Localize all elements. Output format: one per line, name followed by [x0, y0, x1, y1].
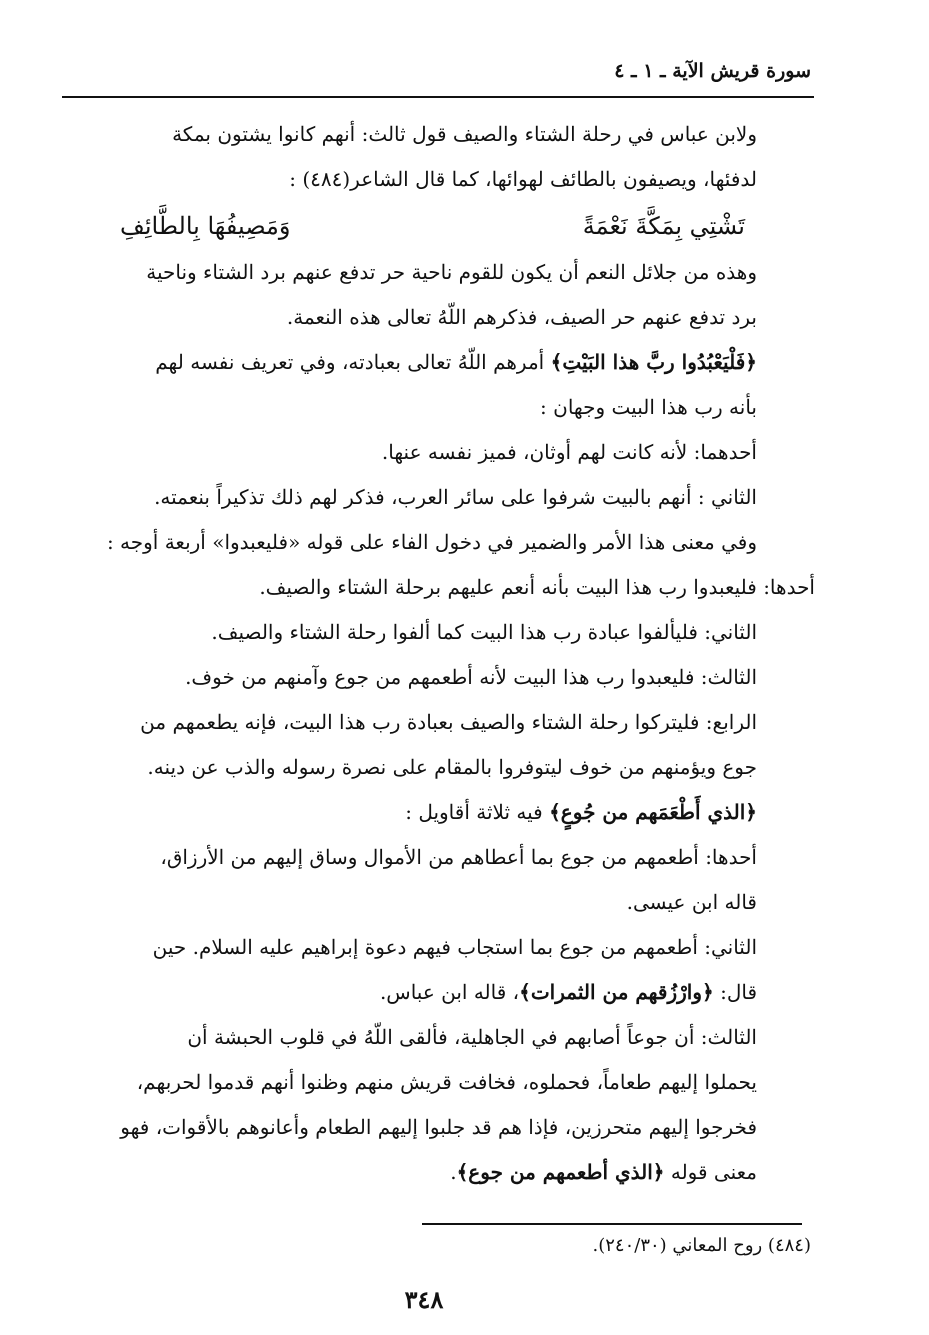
text-segment: قال: — [713, 980, 757, 1004]
paragraph-6 — [60, 520, 815, 565]
quran-quote: ﴿الذي أطعمهم من جوع﴾ — [456, 1160, 665, 1184]
paragraph-14 — [60, 1015, 815, 1195]
text-line: لدفئها، ويصيفون بالطائف لهوائها، كما قال الشاعر(٤٨٤) : — [289, 167, 757, 191]
text-line: أحدها: أطعمهم من جوع بما أعطاهم من الأموال وساق إليهم من الأرزاق، — [160, 845, 757, 869]
poetry-verse — [60, 202, 815, 250]
paragraph-12 — [60, 835, 815, 925]
paragraph-11 — [60, 790, 815, 835]
text-line — [60, 790, 757, 835]
paragraph-8 — [60, 610, 815, 655]
paragraph-5 — [60, 475, 815, 520]
verse-hemistich-1: تَشْتِي بِمَكَّةَ نَعْمَةً — [582, 212, 745, 240]
text-segment: . — [450, 1160, 457, 1184]
footnote-rule — [422, 1223, 802, 1225]
paragraph-13 — [60, 925, 815, 1015]
text-line: الثالث: أن جوعاً أصابهم في الجاهلية، فألقى اللّهُ في قلوب الحبشة أن — [187, 1025, 757, 1049]
header-rule — [62, 96, 814, 98]
text-line: أحدهما: لأنه كانت لهم أوثان، فميز نفسه عنها. — [381, 440, 757, 464]
text-segment: ، قاله ابن عباس. — [379, 980, 520, 1004]
text-segment: فيه ثلاثة أقاويل : — [405, 800, 550, 824]
text-line: الثاني : أنهم بالبيت شرفوا على سائر العرب، فذكر لهم ذلك تذكيراً بنعمته. — [154, 485, 757, 509]
text-line: الثالث: فليعبدوا رب هذا البيت لأنه أطعمهم من جوع وآمنهم من خوف. — [185, 665, 757, 689]
page-number: ٣٤٨ — [404, 1285, 444, 1314]
text-line: الثاني: فليألفوا عبادة رب هذا البيت كما ألفوا رحلة الشتاء والصيف. — [211, 620, 757, 644]
quran-quote: ﴿فَلْيَعْبُدُوا ربَّ هذا البَيْتِ﴾ — [550, 350, 757, 374]
text-line — [60, 1150, 757, 1195]
text-line: وفي معنى هذا الأمر والضمير في دخول الفاء على قوله «فليعبدوا» أربعة أوجه : — [106, 530, 757, 554]
text-line — [60, 970, 757, 1015]
paragraph-3 — [60, 340, 815, 430]
paragraph-4 — [60, 430, 815, 475]
text-segment: أمرهم اللّهُ تعالى بعبادته، وفي تعريف نفسه لهم — [155, 350, 551, 374]
text-line — [60, 340, 757, 385]
paragraph-10 — [60, 700, 815, 790]
text-line: قاله ابن عيسى. — [626, 890, 757, 914]
text-line: ولابن عباس في رحلة الشتاء والصيف قول ثالث: أنهم كانوا يشتون بمكة — [172, 122, 757, 146]
paragraph-1 — [60, 112, 815, 202]
text-line: الثاني: أطعمهم من جوع بما استجاب فيهم دعوة إبراهيم عليه السلام. حين — [152, 935, 757, 959]
text-line: جوع ويؤمنهم من خوف ليتوفروا بالمقام على نصرة رسوله والذب عن دينه. — [147, 755, 757, 779]
text-line: وهذه من جلائل النعم أن يكون للقوم ناحية حر تدفع عنهم برد الشتاء وناحية — [146, 260, 757, 284]
text-line: يحملوا إليهم طعاماً، فحملوه، فخافت قريش منهم وظنوا أنهم قدموا لحربهم، — [136, 1070, 757, 1094]
text-line: الرابع: فليتركوا رحلة الشتاء والصيف بعبادة رب هذا البيت، فإنه يطعمهم من — [140, 710, 757, 734]
paragraph-7 — [60, 565, 815, 610]
body-text — [60, 112, 815, 1195]
text-line: فخرجوا إليهم متحرزين، فإذا هم قد جلبوا إليهم الطعام وأعانوهم بالأقوات، فهو — [120, 1115, 757, 1139]
text-segment: معنى قوله — [664, 1160, 757, 1184]
verse-hemistich-2: وَمَصِيفُهَا بِالطَّائِفِ — [120, 212, 291, 240]
quran-quote: ﴿الذي أَطْعَمَهم من جُوعٍ﴾ — [549, 800, 757, 824]
running-header: سورة قريش الآية ـ ١ ـ ٤ — [614, 60, 811, 82]
text-line: برد تدفع عنهم حر الصيف، فذكرهم اللّهُ تعالى هذه النعمة. — [286, 305, 757, 329]
footnote: (٤٨٤) روح المعاني (٢٤٠/٣٠). — [592, 1235, 811, 1256]
text-line: أحدها: فليعبدوا رب هذا البيت بأنه أنعم عليهم برحلة الشتاء والصيف. — [259, 575, 815, 599]
paragraph-2 — [60, 250, 815, 340]
quran-quote: ﴿وارْزُقهم من الثمرات﴾ — [519, 980, 714, 1004]
text-line: بأنه رب هذا البيت وجهان : — [540, 395, 757, 419]
paragraph-9 — [60, 655, 815, 700]
